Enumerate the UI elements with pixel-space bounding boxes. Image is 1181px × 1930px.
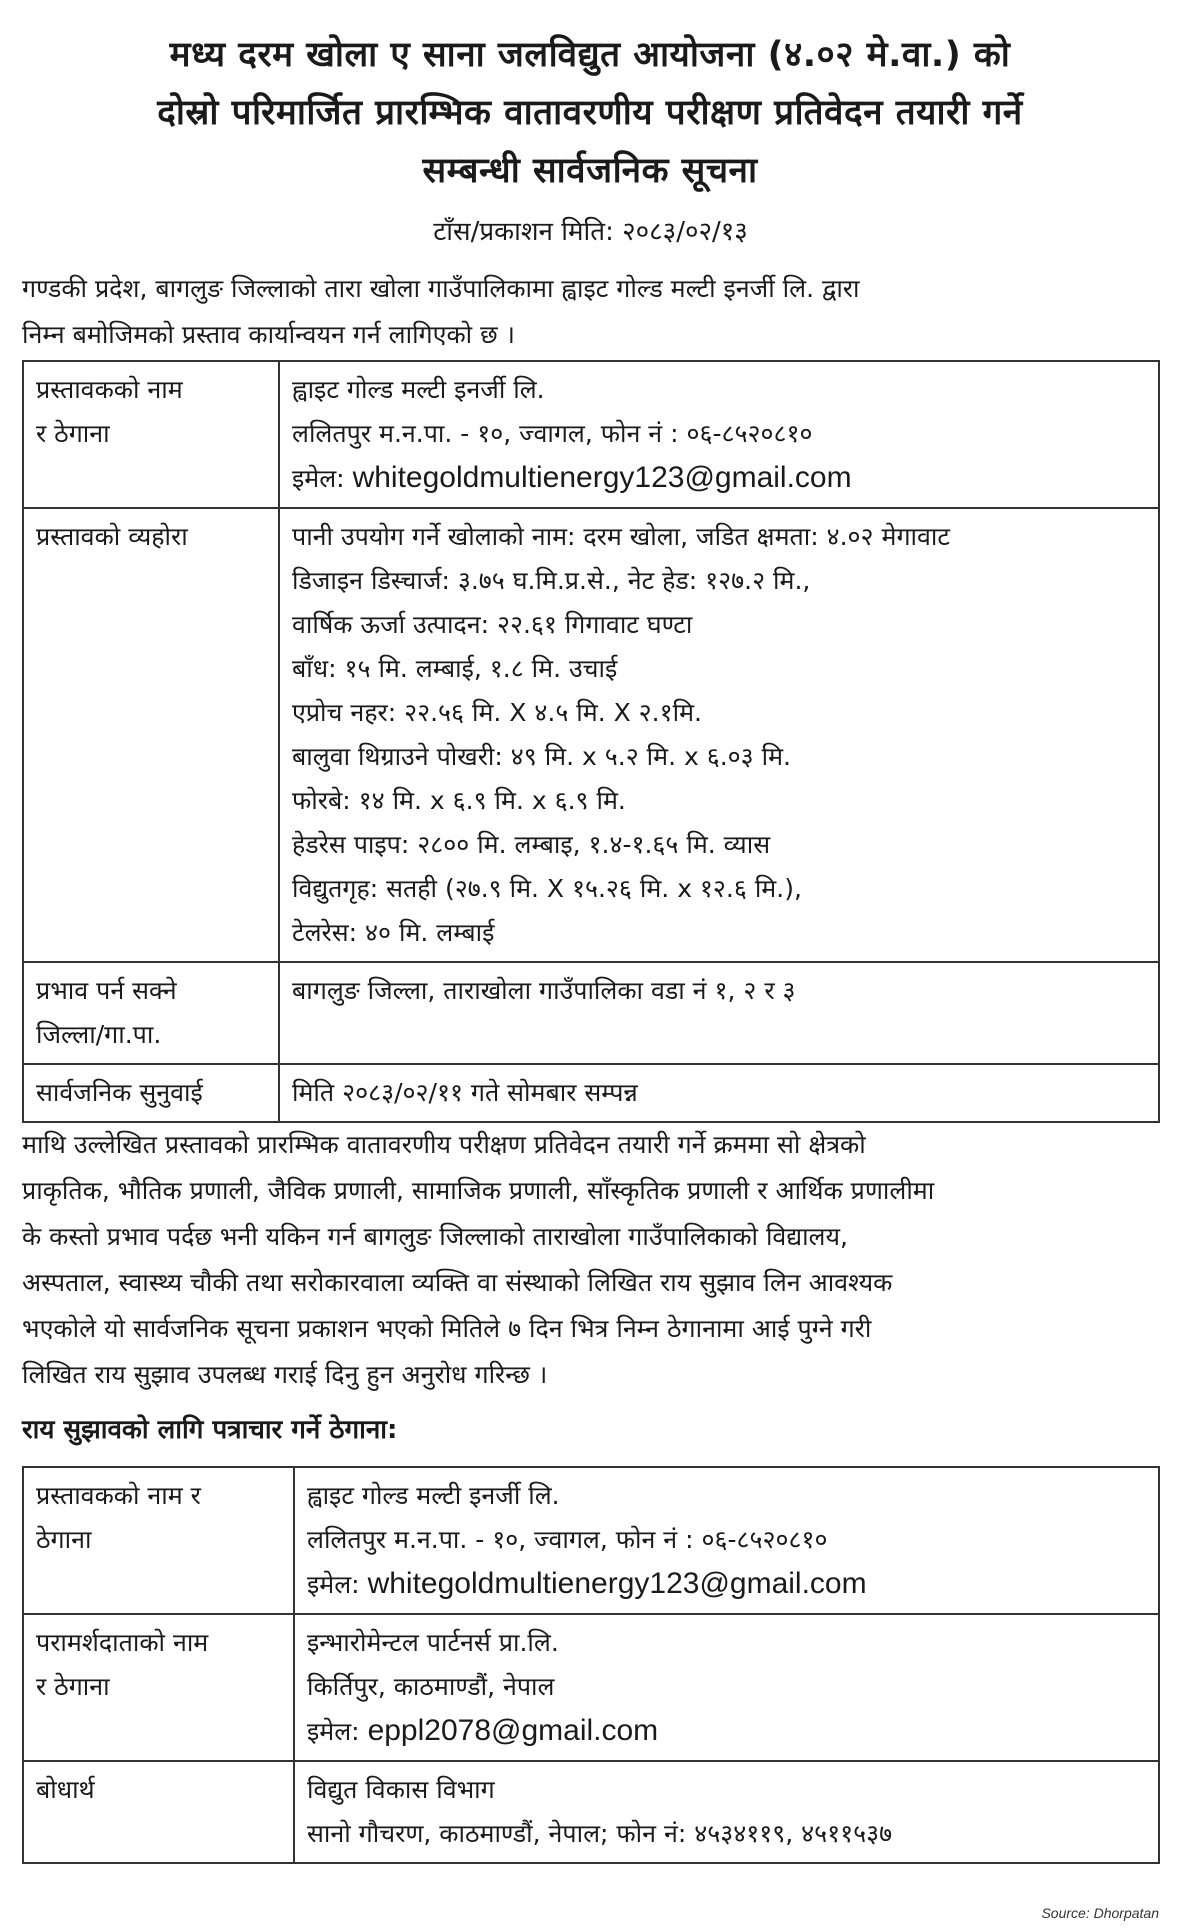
email-address: whitegoldmultienergy123@gmail.com: [367, 1567, 867, 1600]
table-row: [23, 1761, 1159, 1863]
value-text: बालुवा थिग्राउने पोखरी: ४९ मि. x ५.२ मि. x ६.०३ मि.: [292, 742, 791, 771]
source-credit: Source: Dhorpatan: [1041, 1905, 1159, 1921]
value-cell: [279, 962, 1159, 1064]
email-line: [307, 1709, 1146, 1754]
value-cell: [279, 361, 1159, 508]
email-label: इमेल:: [307, 1717, 360, 1746]
value-text: वार्षिक ऊर्जा उत्पादन: २२.६१ गिगावाट घण्टा: [292, 610, 693, 639]
body-line: माथि उल्लेखित प्रस्तावको प्रारम्भिक वातावरणीय परीक्षण प्रतिवेदन तयारी गर्ने क्रममा सो क्षेत्रको: [22, 1130, 866, 1159]
correspondence-heading: राय सुझावको लागि पत्राचार गर्ने ठेगाना:: [22, 1415, 398, 1445]
value-text: ह्वाइट गोल्ड मल्टी इनर्जी लि.: [292, 375, 545, 404]
value-text: इन्भारोमेन्टल पार्टनर्स प्रा.लि.: [307, 1628, 559, 1657]
body-line: भएकोले यो सार्वजनिक सूचना प्रकाशन भएको मितिले ७ दिन भित्र निम्न ठेगानामा आई पुग्ने गरी: [22, 1314, 872, 1343]
table-row: [23, 1064, 1159, 1122]
value-text: किर्तिपुर, काठमाण्डौं, नेपाल: [307, 1672, 555, 1701]
value-text: एप्रोच नहर: २२.५६ मि. X ४.५ मि. X २.१मि.: [292, 698, 702, 727]
body-line: अस्पताल, स्वास्थ्य चौकी तथा सरोकारवाला व्यक्ति वा संस्थाको लिखित राय सुझाव लिन आवश्यक: [22, 1268, 893, 1297]
email-line: [307, 1562, 1146, 1607]
body-line: के कस्तो प्रभाव पर्दछ भनी यकिन गर्न बागलुङ जिल्लाको ताराखोला गाउँपालिकाको विद्यालय,: [22, 1222, 848, 1251]
email-label: इमेल:: [292, 464, 345, 493]
email-label: इमेल:: [307, 1570, 360, 1599]
value-text: सानो गौचरण, काठमाण्डौं, नेपाल; फोन नं: ४५३४११९, ४५११५३७: [307, 1819, 893, 1848]
value-text: बागलुङ जिल्ला, ताराखोला गाउँपालिका वडा नं १, २ र ३: [292, 976, 796, 1005]
label-text: र ठेगाना: [36, 1672, 110, 1701]
label-cell: [23, 1761, 294, 1863]
title-line-2: दोस्रो परिमार्जित प्रारम्भिक वातावरणीय परीक्षण प्रतिवेदन तयारी गर्ने: [157, 93, 1023, 133]
label-cell: [23, 508, 279, 962]
label-text: परामर्शदाताको नाम: [36, 1628, 209, 1657]
email-address: whitegoldmultienergy123@gmail.com: [352, 461, 852, 494]
value-text: टेलरेस: ४० मि. लम्बाई: [292, 918, 495, 947]
value-cell: [294, 1761, 1159, 1863]
value-text: ह्वाइट गोल्ड मल्टी इनर्जी लि.: [307, 1481, 560, 1510]
email-line: [292, 456, 1146, 501]
intro-line: निम्न बमोजिमको प्रस्ताव कार्यान्वयन गर्न लागिएको छ ।: [22, 320, 516, 349]
label-cell: [23, 1467, 294, 1614]
label-cell: [23, 361, 279, 508]
title-line-1: मध्य दरम खोला ए साना जलविद्युत आयोजना (४.०२ मे.वा.) को: [169, 35, 1011, 75]
label-text: ठेगाना: [36, 1525, 92, 1554]
value-cell: [294, 1467, 1159, 1614]
intro-paragraph: [22, 266, 1162, 358]
value-text: विद्युतगृह: सतही (२७.९ मि. X १५.२६ मि. x १२.६ मि.),: [292, 874, 802, 903]
proposal-table: [22, 360, 1160, 1123]
value-text: बाँध: १५ मि. लम्बाई, १.८ मि. उचाई: [292, 654, 618, 683]
table-row: [23, 962, 1159, 1064]
label-text: प्रस्तावकको नाम र: [36, 1481, 201, 1510]
value-cell: [294, 1614, 1159, 1761]
label-cell: [23, 1064, 279, 1122]
email-address: eppl2078@gmail.com: [367, 1714, 659, 1747]
body-line: प्राकृतिक, भौतिक प्रणाली, जैविक प्रणाली, सामाजिक प्रणाली, साँस्कृतिक प्रणाली र आर्थिक प्रणालीमा: [22, 1176, 935, 1205]
label-text: प्रभाव पर्न सक्ने: [36, 976, 177, 1005]
table-row: [23, 508, 1159, 962]
value-text: फोरबे: १४ मि. x ६.९ मि. x ६.९ मि.: [292, 786, 626, 815]
value-text: ललितपुर म.न.पा. - १०, ज्वागल, फोन नं : ०६-८५२०८१०: [292, 419, 813, 448]
value-cell: [279, 508, 1159, 962]
title-line-3: सम्बन्धी सार्वजनिक सूचना: [422, 151, 758, 191]
publication-date: टाँस/प्रकाशन मिति: २०८३/०२/१३: [433, 217, 748, 247]
value-text: पानी उपयोग गर्ने खोलाको नाम: दरम खोला, जडित क्षमता: ४.०२ मेगावाट: [292, 522, 950, 551]
value-text: ललितपुर म.न.पा. - १०, ज्वागल, फोन नं : ०६-८५२०८१०: [307, 1525, 828, 1554]
label-cell: [23, 962, 279, 1064]
label-text: प्रस्तावकको नाम: [36, 375, 183, 404]
label-text: बोधार्थ: [36, 1775, 95, 1804]
value-text: डिजाइन डिस्चार्ज: ३.७५ घ.मि.प्र.से., नेट हेड: १२७.२ मि.,: [292, 566, 811, 595]
label-text: जिल्ला/गा.पा.: [36, 1020, 162, 1049]
body-paragraph: [22, 1122, 1162, 1398]
intro-line: गण्डकी प्रदेश, बागलुङ जिल्लाको तारा खोला गाउँपालिकामा ह्वाइट गोल्ड मल्टी इनर्जी लि. द्वारा: [22, 274, 860, 303]
value-text: विद्युत विकास विभाग: [307, 1775, 495, 1804]
label-text: सार्वजनिक सुनुवाई: [36, 1078, 203, 1107]
label-cell: [23, 1614, 294, 1761]
table-row: [23, 1614, 1159, 1761]
table-row: [23, 1467, 1159, 1614]
table-row: [23, 361, 1159, 508]
value-cell: [279, 1064, 1159, 1122]
value-text: मिति २०८३/०२/११ गते सोमबार सम्पन्न: [292, 1078, 638, 1107]
label-text: प्रस्तावको व्यहोरा: [36, 522, 188, 551]
body-line: लिखित राय सुझाव उपलब्ध गराई दिनु हुन अनुरोध गरिन्छ ।: [22, 1360, 548, 1389]
correspondence-table: [22, 1466, 1160, 1864]
value-text: हेडरेस पाइप: २८०० मि. लम्बाइ, १.४-१.६५ मि. व्यास: [292, 830, 771, 859]
label-text: र ठेगाना: [36, 419, 110, 448]
